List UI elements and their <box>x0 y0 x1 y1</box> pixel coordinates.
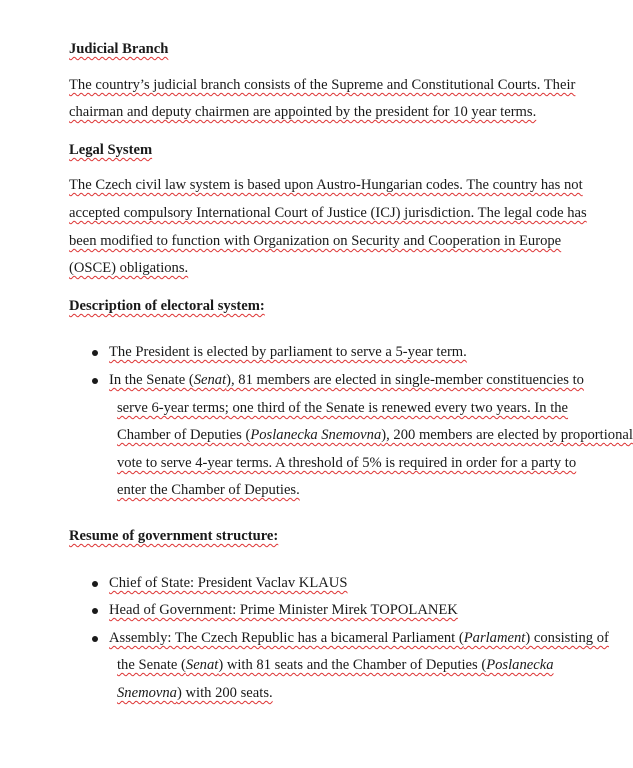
government-item-assembly-line-1: Assembly: The Czech Republic has a bicameral Parliament (Parlament) consisting of <box>109 630 609 646</box>
electoral-item-2-line-2: serve 6-year terms; one third of the Senate is renewed every two years. In the <box>117 400 569 416</box>
legal-paragraph-line-3: been modified to function with Organization on Security and Cooperation in Europe <box>69 233 562 249</box>
legal-paragraph-line-4: (OSCE) obligations. <box>69 260 189 276</box>
electoral-item-2-line-4: vote to serve 4-year terms. A threshold of 5% is required in order for a party to <box>117 455 577 471</box>
heading-electoral-system: Description of electoral system: <box>69 298 265 314</box>
legal-paragraph-line-1: The Czech civil law system is based upon Austro-Hungarian codes. The country has not <box>69 177 583 193</box>
heading-legal-system: Legal System <box>69 142 153 158</box>
government-item-assembly-line-2: the Senate (Senat) with 81 seats and the Chamber of Deputies (Poslanecka <box>117 657 554 673</box>
heading-judicial-branch: Judicial Branch <box>69 41 169 57</box>
legal-paragraph-line-2: accepted compulsory International Court of Justice (ICJ) jurisdiction. The legal code has <box>69 205 587 221</box>
judicial-paragraph-line-1: The country’s judicial branch consists of the Supreme and Constitutional Courts. Their <box>69 77 576 93</box>
government-item-head-of-government: Head of Government: Prime Minister Mirek TOPOLANEK <box>109 602 458 618</box>
bullet-icon <box>92 378 98 384</box>
heading-government-structure: Resume of government structure: <box>69 528 279 544</box>
electoral-item-2-line-1: In the Senate (Senat), 81 members are elected in single-member constituencies to <box>109 372 584 388</box>
government-item-assembly-line-3: Snemovna) with 200 seats. <box>117 685 273 701</box>
bullet-icon <box>92 581 98 587</box>
electoral-item-2-line-3: Chamber of Deputies (Poslanecka Snemovna), 200 members are elected by proportional <box>117 427 633 443</box>
electoral-item-2-line-5: enter the Chamber of Deputies. <box>117 482 300 498</box>
bullet-icon <box>92 350 98 356</box>
bullet-icon <box>92 636 98 642</box>
bullet-icon <box>92 608 98 614</box>
government-item-chief-of-state: Chief of State: President Vaclav KLAUS <box>109 575 348 591</box>
judicial-paragraph-line-2: chairman and deputy chairmen are appointed by the president for 10 year terms. <box>69 104 537 120</box>
electoral-item-1: The President is elected by parliament to serve a 5-year term. <box>109 344 467 360</box>
